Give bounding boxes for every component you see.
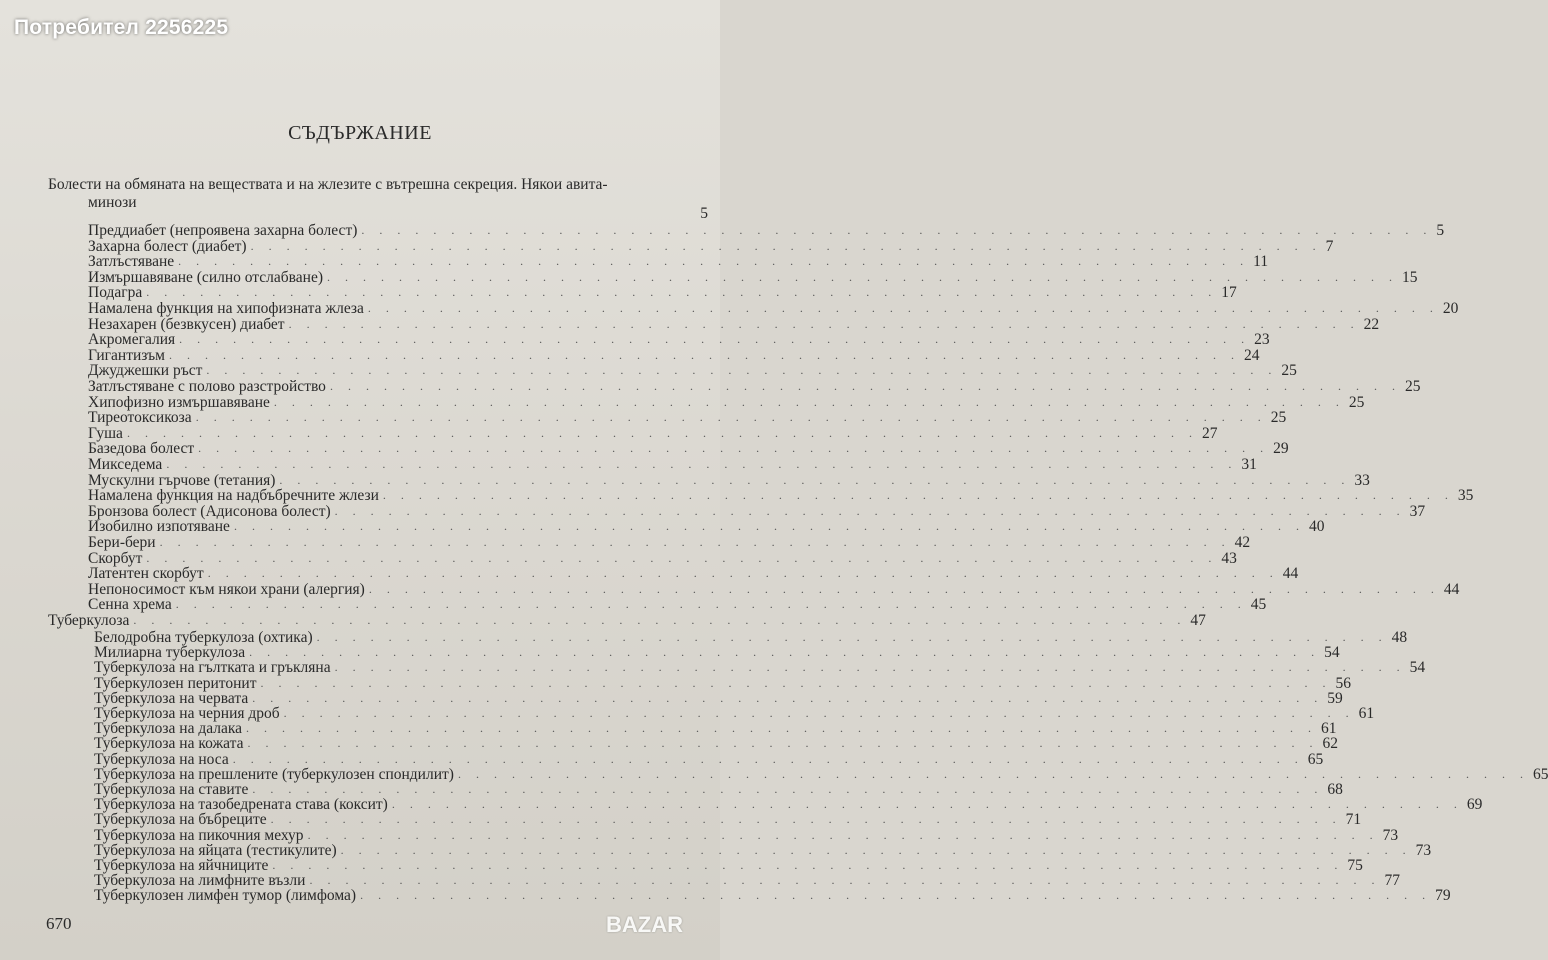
toc-leader-dots: . . . . . . . . . . . . . . . . . . . . . . . . . . . . . . . . . . . . . . . . . . . . . . . . . . . . . . . . . . . .: [283, 706, 1355, 720]
toc-leader-dots: . . . . . . . . . . . . . . . . . . . . . . . . . . . . . . . . . . . . . . . . . . . . . . . . . . . . . . . . . . . .: [368, 581, 1440, 596]
toc-entry-page: 22: [1363, 315, 1380, 333]
toc-entry-title: Изобилно изпотяване: [88, 518, 230, 536]
section2-heading-page: 47: [1190, 612, 1206, 629]
toc-entry-title: Туберкулоза на яйцата (тестикулите): [94, 841, 337, 859]
user-watermark: Потребител 2256225: [14, 16, 229, 39]
toc-entry-page: 71: [1345, 811, 1362, 829]
toc-entry-title: Скорбут: [88, 549, 143, 567]
toc-entry-title: Туберкулоза на яйчниците: [94, 857, 269, 874]
toc-leader-dots: . . . . . . . . . . . . . . . . . . . . . . . . . . . . . . . . . . . . . . . . . . . . . . . . . . . . . . . . . . . .: [247, 736, 1319, 751]
toc-entry-page: 29: [1273, 440, 1289, 458]
toc-leader-dots: . . . . . . . . . . . . . . . . . . . . . . . . . . . . . . . . . . . . . . . . . . . . . . . . . . . . . . . . . . . .: [316, 630, 1388, 644]
toc-entry-title: Туберкулоза на кожата: [94, 735, 244, 753]
toc-entry-title: Хипофизно измършавяване: [88, 393, 270, 411]
toc-leader-dots: . . . . . . . . . . . . . . . . . . . . . . . . . . . . . . . . . . . . . . . . . . . . . . . . . . . . . . . . . . . .: [159, 535, 1231, 549]
toc-leader-dots: . . . . . . . . . . . . . . . . . . . . . . . . . . . . . . . . . . . . . . . . . . . . . . . . . . . . . . . . . . . .: [367, 301, 1439, 315]
toc-entry-page: 75: [1347, 857, 1363, 874]
toc-entry-title: Намалена функция на надбъбречните жлези: [88, 487, 379, 505]
toc-entry-title: Сенна хрема: [88, 596, 172, 614]
section1-heading-line1: Болести на обмяната на веществата и на жлезите с вътрешна секреция. Някои авита-: [48, 176, 608, 193]
toc-leader-dots: . . . . . . . . . . . . . . . . . . . . . . . . . . . . . . . . . . . . . . . . . . . . . . . . . . . . . . . . . . . .: [457, 766, 1529, 781]
toc-entry-title: Непоносимост към някои храни (алергия): [88, 580, 365, 598]
toc-leader-dots: . . . . . . . . . . . . . . . . . . . . . . . . . . . . . . . . . . . . . . . . . . . . . . . . . . . . . . . . . . . .: [232, 751, 1304, 766]
toc-entry-page: 56: [1335, 674, 1351, 692]
toc-entry-page: 59: [1327, 689, 1343, 707]
toc-entry-title: Затлъстяване: [88, 253, 175, 271]
toc-entry-title: Акромегалия: [88, 331, 176, 349]
toc-entry-title: Туберкулоза на бъбреците: [94, 811, 267, 829]
toc-entry-title: Бери-бери: [88, 534, 156, 551]
bazar-logo: BAZAR: [606, 912, 683, 937]
toc-leader-dots: . . . . . . . . . . . . . . . . . . . . . . . . . . . . . . . . . . . . . . . . . . . . . . . . . . . . . . . . . . . .: [260, 675, 1332, 690]
toc-entry-page: 25: [1348, 393, 1365, 411]
toc-entry-title: Незахарен (безвкусен) диабет: [88, 315, 285, 333]
toc-leader-dots: . . . . . . . . . . . . . . . . . . . . . . . . . . . . . . . . . . . . . . . . . . . . . . . . . . . . . . . . . . . .: [146, 285, 1218, 300]
section1-heading-line2: минози: [88, 194, 137, 211]
toc-entry-page: 77: [1384, 872, 1400, 890]
toc-leader-dots: . . . . . . . . . . . . . . . . . . . . . . . . . . . . . . . . . . . . . . . . . . . . . . . . . . . . . . . . . . . .: [334, 503, 1406, 518]
toc-leader-dots: . . . . . . . . . . . . . . . . . . . . . . . . . . . . . . . . . . . . . . . . . . . . . . . . . . . . . . . . . . . .: [382, 488, 1454, 503]
toc-entry-page: 61: [1321, 720, 1337, 738]
toc-entry-page: 44: [1443, 580, 1460, 598]
section2-heading: Туберкулоза . . . . . . . . . . . . . . . . . . . . . . . . . . . . . . . . . . . . . . . . . . . . . . . . . . . . . . . . . . . 47: [48, 612, 1206, 629]
toc-leader-dots: . . . . . . . . . . . . . . . . . . . . . . . . . . . . . . . . . . . . . . . . . . . . . . . . . . . . . . . . . . . .: [166, 457, 1238, 471]
toc-entry-page: 61: [1358, 705, 1375, 722]
toc-entry-page: 37: [1409, 502, 1426, 520]
toc-entry-title: Милиарна туберкулоза: [94, 644, 246, 662]
toc-leader-dots: . . . . . . . . . . . . . . . . . . . . . . . . . . . . . . . . . . . . . . . . . . . . . . . . . . . . . . . . . . . .: [334, 660, 1406, 675]
toc-leader-dots: . . . . . . . . . . . . . . . . . . . . . . . . . . . . . . . . . . . . . . . . . . . . . . . . . . . . . . . . . . . .: [178, 254, 1250, 269]
toc-entry-title: Преддиабет (непроявена захарна болест): [88, 222, 358, 239]
toc-leader-dots: . . . . . . . . . . . . . . . . . . . . . . . . . . . . . . . . . . . . . . . . . . . . . . . . . . . . . . . . . . . .: [288, 316, 1360, 331]
toc-entry-page: 54: [1324, 644, 1340, 662]
toc-leader-dots: . . . . . . . . . . . . . . . . . . . . . . . . . . . . . . . . . . . . . . . . . . . . . . . . . . . . . . . . . . . .: [126, 425, 1198, 440]
toc-entry-page: 68: [1327, 781, 1343, 798]
toc-entry-page: 48: [1391, 629, 1408, 646]
toc-entry-page: 23: [1254, 331, 1270, 349]
toc-entry-title: Гуша: [88, 424, 123, 442]
toc-entry-page: 31: [1241, 456, 1257, 473]
section1-heading-page: 5: [700, 205, 708, 222]
toc-leader-dots: . . . . . . . . . . . . . . . . . . . . . . . . . . . . . . . . . . . . . . . . . . . . . . . . . . . . . . . . . . . .: [329, 379, 1401, 393]
toc-entry-page: 44: [1282, 565, 1299, 583]
toc-entry-title: Белодробна туберкулоза (охтика): [94, 629, 313, 646]
toc-leader-dots: . . . . . . . . . . . . . . . . . . . . . . . . . . . . . . . . . . . . . . . . . . . . . . . . . . . . . . . . . . . .: [246, 721, 1318, 736]
toc-entry-title: Туберкулоза на носа: [94, 750, 229, 768]
page-number: 670: [46, 914, 72, 933]
toc-entry-title: Бронзова болест (Адисонова болест): [88, 502, 331, 520]
toc-leader-dots: . . . . . . . . . . . . . . . . . . . . . . . . . . . . . . . . . . . . . . . . . . . . . . . . . . . . . . . . . . . .: [195, 410, 1267, 425]
toc-entry-title: Захарна болест (диабет): [88, 237, 247, 255]
toc-entry-title: Туберкулозен перитонит: [94, 674, 257, 692]
toc-entry-title: Джуджешки ръст: [88, 362, 203, 380]
toc-entry-page: 35: [1457, 487, 1474, 505]
toc-entry-page: 65: [1532, 765, 1548, 783]
section1-heading-entry: [88, 205, 708, 223]
toc-leader-dots: . . . . . . . . . . . . . . . . . . . . . . . . . . . . . . . . . . . . . . . . . . . . . . . . . . . . . . . . . . . .: [309, 873, 1381, 888]
section2-heading-title: Туберкулоза: [48, 612, 130, 629]
toc-entry-page: 20: [1442, 300, 1459, 317]
toc-leader-dots: . . . . . . . . . . . . . . . . . . . . . . . . . . . . . . . . . . . . . . . . . . . . . . . . . . . . . . . . . . . .: [273, 394, 1345, 409]
toc-entry-title: Мускулни гърчове (тетания): [88, 471, 276, 489]
toc-leader-dots: . . . . . . . . . . . . . . . . . . . . . . . . . . . . . . . . . . . . . . . . . . . . . . . . . . . . . . . . . . . .: [279, 472, 1351, 487]
toc-entry-page: 40: [1308, 518, 1325, 536]
toc-entry-page: 65: [1307, 750, 1324, 768]
toc-entry-page: 25: [1270, 409, 1287, 427]
toc-entry-title: Измършавяване (силно отслабване): [88, 268, 323, 286]
toc-entry-title: Туберкулоза на червата: [94, 689, 249, 707]
toc-entry-page: 7: [1325, 237, 1334, 255]
toc-entry-page: 24: [1243, 346, 1260, 364]
toc-leader-dots: . . . . . . . . . . . . . . . . . . . . . . . . . . . . . . . . . . . . . . . . . . . . . . . . . . . . . . . . . . . .: [307, 827, 1379, 842]
toc-entry-title: Гигантизъм: [88, 346, 165, 364]
toc-entry-page: 43: [1221, 549, 1237, 567]
toc-entry-title: Подагра: [88, 284, 143, 302]
toc-entry-title: Туберкулоза на прешлените (туберкулозен спондилит): [94, 765, 454, 783]
toc-leader-dots: . . . . . . . . . . . . . . . . . . . . . . . . . . . . . . . . . . . . . . . . . . . . . . . . . . . . . . . . . . . .: [252, 782, 1324, 796]
toc-entry-title: Латентен скорбут: [88, 565, 204, 583]
toc-leader-dots: . . . . . . . . . . . . . . . . . . . . . . . . . . . . . . . . . . . . . . . . . . . . . . . . . . . . . . . . . . . .: [146, 550, 1218, 565]
toc-entry-page: 27: [1201, 424, 1218, 442]
toc-entry: [94, 887, 1451, 905]
toc-entry-page: 73: [1415, 841, 1432, 859]
toc-entry-page: 33: [1354, 471, 1370, 489]
toc-entry-title: Базедова болест: [88, 440, 195, 458]
toc-leader-dots: . . . . . . . . . . . . . . . . . . . . . . . . . . . . . . . . . . . . . . . . . . . . . . . . . . . . . . . . . . . .: [270, 812, 1342, 827]
toc-leader-dots: . . . . . . . . . . . . . . . . . . . . . . . . . . . . . . . . . . . . . . . . . . . . . . . . . . . . . . . . . . . .: [272, 858, 1344, 872]
toc-entry-page: 15: [1401, 268, 1418, 286]
toc-leader-dots: . . . . . . . . . . . . . . . . . . . . . . . . . . . . . . . . . . . . . . . . . . . . . . . . . . . . . . . . . . . .: [340, 842, 1412, 857]
toc-entry-page: 11: [1253, 253, 1269, 271]
toc-entry-page: 5: [1436, 222, 1445, 239]
toc-leader-dots: . . . . . . . . . . . . . . . . . . . . . . . . . . . . . . . . . . . . . . . . . . . . . . . . . . . . . . . . . . . .: [207, 566, 1279, 581]
toc-leader-dots: . . . . . . . . . . . . . . . . . . . . . . . . . . . . . . . . . . . . . . . . . . . . . . . . . . . . . . . . . . . .: [252, 690, 1324, 705]
toc-leader-dots: . . . . . . . . . . . . . . . . . . . . . . . . . . . . . . . . . . . . . . . . . . . . . . . . . . . . . . . . . . . .: [179, 332, 1251, 347]
toc-entry-title: Туберкулозен лимфен тумор (лимфома): [94, 887, 357, 905]
toc-leader-dots: . . . . . . . . . . . . . . . . . . . . . . . . . . . . . . . . . . . . . . . . . . . . . . . . . . . . . . . . . . . .: [360, 888, 1432, 903]
toc-entry-title: Тиреотоксикоза: [88, 409, 192, 427]
toc-leader-dots: . . . . . . . . . . . . . . . . . . . . . . . . . . . . . . . . . . . . . . . . . . . . . . . . . . . . . . . . . . . .: [233, 519, 1305, 534]
toc-entry-title: Туберкулоза на черния дроб: [94, 705, 280, 722]
toc-leader-dots: . . . . . . . . . . . . . . . . . . . . . . . . . . . . . . . . . . . . . . . . . . . . . . . . . . . . . . . . . . . .: [391, 797, 1463, 812]
toc-entry-page: 17: [1221, 284, 1237, 302]
toc-entry-title: Туберкулоза на далака: [94, 720, 243, 738]
toc-entry-title: Туберкулоза на гълтката и гръкляна: [94, 659, 331, 677]
toc-entry-title: Туберкулоза на пикочния мехур: [94, 826, 304, 844]
toc-leader-dots: . . . . . . . . . . . . . . . . . . . . . . . . . . . . . . . . . . . . . . . . . . . . . . . . . . . . . . . . . . . .: [198, 441, 1270, 456]
toc-leader-dots: . . . . . . . . . . . . . . . . . . . . . . . . . . . . . . . . . . . . . . . . . . . . . . . . . . . . . . . . . . . .: [168, 347, 1240, 362]
toc-leader-dots: . . . . . . . . . . . . . . . . . . . . . . . . . . . . . . . . . . . . . . . . . . . . . . . . . . . . . . . . . . . .: [249, 645, 1321, 660]
toc-leader-dots: . . . . . . . . . . . . . . . . . . . . . . . . . . . . . . . . . . . . . . . . . . . . . . . . . . . . . . . . . . . .: [250, 238, 1322, 253]
toc-leader-dots: . . . . . . . . . . . . . . . . . . . . . . . . . . . . . . . . . . . . . . . . . . . . . . . . . . . . . . . . . . . .: [206, 363, 1278, 378]
toc-leader-dots: . . . . . . . . . . . . . . . . . . . . . . . . . . . . . . . . . . . . . . . . . . . . . . . . . . . . . . . . . . . .: [175, 597, 1247, 612]
page-title: СЪДЪРЖАНИЕ: [288, 122, 432, 144]
toc-entry-title: Туберкулоза на тазобедрената става (коксит): [94, 796, 388, 814]
toc-entry-page: 69: [1466, 796, 1483, 814]
toc-entry-page: 73: [1382, 826, 1399, 844]
toc-entry-page: 79: [1435, 887, 1451, 905]
toc-leader-dots: . . . . . . . . . . . . . . . . . . . . . . . . . . . . . . . . . . . . . . . . . . . . . . . . . . . . . . . . . . . .: [326, 269, 1398, 284]
toc-entry-page: 25: [1281, 362, 1297, 380]
toc-entry-title: Туберкулоза на ставите: [94, 781, 249, 798]
toc-entry-title: Намалена функция на хипофизната жлеза: [88, 300, 364, 317]
toc-entry-page: 54: [1409, 659, 1426, 677]
toc-leader-dots: . . . . . . . . . . . . . . . . . . . . . . . . . . . . . . . . . . . . . . . . . . . . . . . . . . . . . . . . . . . .: [361, 223, 1433, 237]
toc-entry-page: 62: [1322, 735, 1338, 753]
toc-entry-title: Затлъстяване с полово разстройство: [88, 378, 326, 395]
toc-entry-page: 42: [1234, 534, 1251, 551]
toc-entry-title: Микседема: [88, 456, 163, 473]
toc-entry-title: Туберкулоза на лимфните възли: [94, 872, 306, 890]
toc-entry-page: 45: [1250, 596, 1267, 614]
toc-entry-page: 25: [1404, 378, 1421, 395]
